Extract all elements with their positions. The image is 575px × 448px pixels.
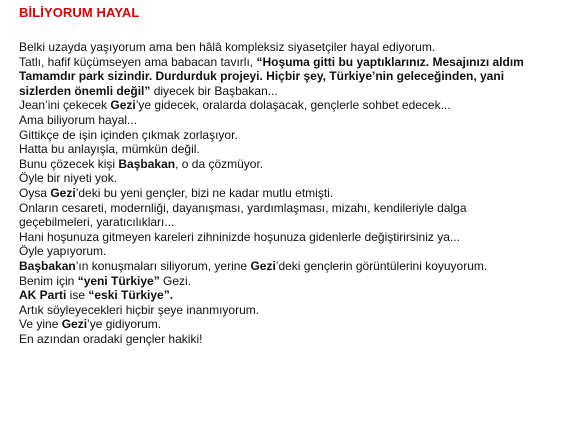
article-line: [19, 84, 571, 99]
bold-text-segment: “Hoşuma gitti bu yaptıklarınız. Mesajınızı aldım: [256, 54, 524, 69]
text-segment: Artık söyleyecekleri hiçbir şeye inanmıyorum.: [19, 302, 260, 317]
text-segment: , o da çözmüyor.: [175, 156, 264, 171]
text-segment: Öyle yapıyorum.: [19, 244, 107, 259]
text-segment: Benim için: [19, 273, 78, 288]
article-line: [19, 274, 571, 289]
text-segment: Tatlı, hafif küçümseyen ama babacan tavırlı,: [19, 54, 257, 69]
article-line: [19, 171, 571, 186]
article-line: [19, 157, 571, 172]
text-segment: Onların cesareti, modernliği, dayanışması, yardımlaşması, mizahı, kendileriyle dalga: [19, 200, 467, 215]
text-segment: Bunu çözecek kişi: [19, 156, 119, 171]
text-segment: ’ye gidecek, oralarda dolaşacak, gençlerle sohbet edecek...: [135, 98, 451, 113]
article-title: BİLİYORUM HAYAL: [19, 5, 140, 20]
bold-text-segment: “eski Türkiye”.: [88, 288, 174, 303]
bold-text-segment: sizlerden önemli değil”: [19, 83, 151, 98]
text-segment: ’ye gidiyorum.: [87, 317, 162, 332]
text-segment: Hani hoşunuza gitmeyen kareleri zihninizde hoşunuza gidenlerle değiştirirsiniz ya...: [19, 229, 460, 244]
text-segment: diyecek bir Başbakan...: [150, 83, 278, 98]
text-segment: Ve yine: [19, 317, 62, 332]
article-line: [19, 244, 571, 259]
text-segment: ’deki bu yeni gençler, bizi ne kadar mutlu etmişti.: [75, 185, 334, 200]
article-line: [19, 40, 571, 55]
article-line: [19, 288, 571, 303]
article-line: [19, 55, 571, 70]
article-line: [19, 113, 571, 128]
text-segment: Ama biliyorum hayal...: [19, 112, 138, 127]
article-line: [19, 215, 571, 230]
article-line: [19, 186, 571, 201]
article-line: [19, 230, 571, 245]
bold-text-segment: Başbakan: [19, 258, 76, 273]
text-segment: Öyle bir niyeti yok.: [19, 171, 118, 186]
article-line: [19, 332, 571, 347]
bold-text-segment: Gezi: [110, 98, 136, 113]
text-segment: Hatta bu anlayışla, mümkün değil.: [19, 142, 200, 157]
article-line: [19, 201, 571, 216]
article-line: [19, 142, 571, 157]
text-segment: En azından oradaki gençler hakiki!: [19, 331, 203, 346]
article-line: [19, 69, 571, 84]
text-segment: Gezi.: [159, 273, 192, 288]
article-body: [19, 40, 571, 346]
article-line: [19, 98, 571, 113]
text-segment: ise: [66, 288, 89, 303]
article-line: [19, 128, 571, 143]
article-line: [19, 259, 571, 274]
bold-text-segment: Gezi: [250, 258, 276, 273]
article-line: [19, 303, 571, 318]
bold-text-segment: AK Parti: [19, 288, 67, 303]
text-segment: geçebilmeleri, yaratıcılıkları...: [19, 215, 175, 230]
text-segment: ’ın konuşmaları siliyorum, yerine: [75, 258, 251, 273]
bold-text-segment: “yeni Türkiye”: [77, 273, 160, 288]
bold-text-segment: Gezi: [50, 185, 76, 200]
bold-text-segment: Başbakan: [118, 156, 176, 171]
bold-text-segment: Tamamdır park sizindir. Durdurduk projeyi. Hiçbir şey, Türkiye’nin geleceğinden, yani: [19, 69, 505, 84]
bold-text-segment: Gezi: [61, 317, 88, 332]
text-segment: Gittikçe de işin içinden çıkmak zorlaşıyor.: [19, 127, 238, 142]
text-segment: Oysa: [19, 185, 51, 200]
article-line: [19, 317, 571, 332]
text-segment: Jean’ini çekecek: [19, 98, 111, 113]
text-segment: ’deki gençlerin görüntülerini koyuyorum.: [275, 258, 488, 273]
text-segment: Belki uzayda yaşıyorum ama ben hâlâ kompleksiz siyasetçiler hayal ediyorum.: [19, 40, 436, 54]
article: [19, 5, 571, 346]
